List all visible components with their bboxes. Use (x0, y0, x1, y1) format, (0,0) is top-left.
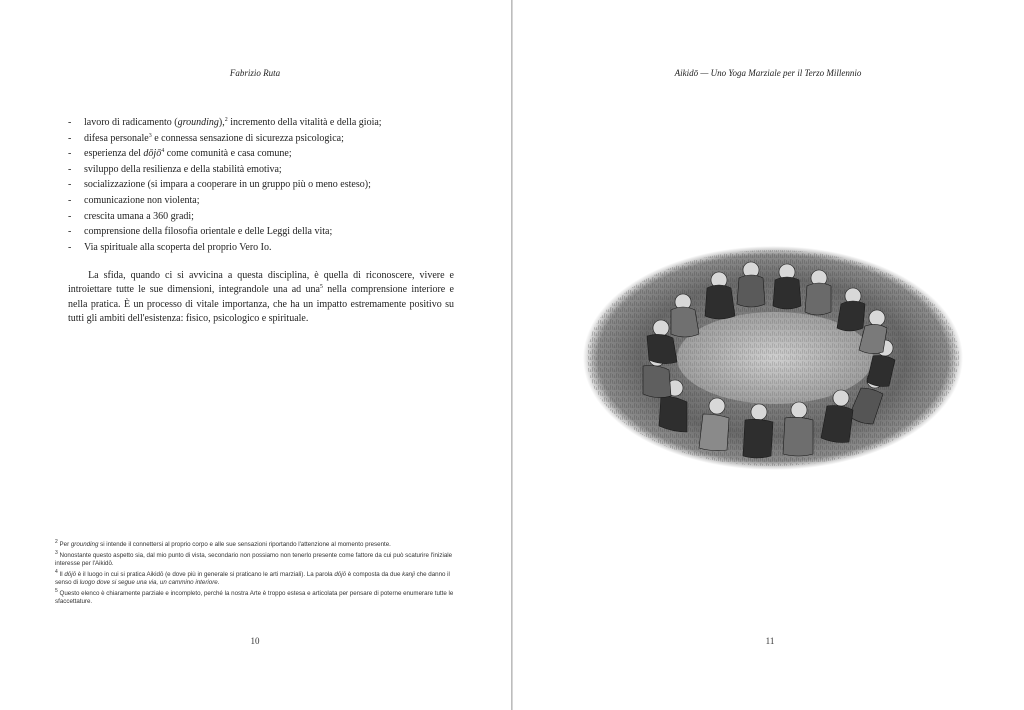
list-item: - comprensione della filosofia orientale e delle Leggi della vita; (68, 226, 333, 238)
running-head-author: Fabrizio Ruta (229, 68, 281, 78)
list-item: - sviluppo della resilienza e della stabilità emotiva; (68, 163, 282, 175)
footnote-4: $^4$ Il dōjō è il luogo in cui si pratica Aikidō (e dove più in generale si praticano le arti marziali). La parola dōjō è composta da due kanji che danno il senso di luogo dove si segue una via, un cammino interiore. (55, 569, 450, 586)
list-item: - difesa personale$^3$ e connessa sensazione di sicurezza psicologica; (68, 132, 344, 144)
left-page (0, 0, 511, 710)
list-item: - crescita umana a 360 gradi; (68, 210, 194, 222)
list-item: - comunicazione non violenta; (68, 194, 200, 206)
list-item: - lavoro di radicamento (grounding),$^2$ incremento della vitalità e della gioia; (68, 115, 458, 131)
list-item: - Via spirituale alla scoperta del proprio Vero Io. (68, 241, 272, 253)
footnotes (55, 541, 457, 609)
bullet-dash: - (68, 117, 72, 128)
list-item: - socializzazione (si impara a cooperare in un gruppo più o meno esteso); (68, 179, 371, 191)
footnote-3: $^3$ Nonostante questo aspetto sia, dal mio punto di vista, secondario non possiamo non tenerlo presente come fattore da cui può scaturire l'iniziale interesse per l'Aikidō. (55, 550, 453, 567)
list-item: - esperienza del dōjō$^4$ come comunità e casa comune; (68, 148, 292, 160)
circle-of-people-illustration (579, 240, 967, 476)
page-number-left: 10 (250, 636, 260, 646)
page-number-right: 11 (765, 636, 775, 646)
right-page (513, 0, 1024, 710)
body-paragraph: La sfida, quando ci si avvicina a questa disciplina, è quella di riconoscere, vivere e introiettare tutte le sue dimensioni, integrandole una ad una$^5$ nella comprensione interiore e nella pratica. È un processo di vitale importanza, che ha un impatto estremamente positivo su tutti gli ambiti dell'esistenza: fisico, psicologico e spirituale. (68, 270, 454, 325)
benefits-list (68, 115, 458, 255)
footnote-2: $^2$ Per grounding si intende il connettersi al proprio corpo e alle sue sensazioni riportando l'attenzione al momento presente. (55, 539, 391, 548)
footnote-5: $^5$ Questo elenco è chiaramente parziale e incompleto, perché la nostra Arte è troppo estesa e articolata per pensare di poterne enumerare tutte le sfaccettature. (55, 588, 454, 605)
running-head-title: Aikidō — Uno Yoga Marziale per il Terzo Millennio (674, 68, 862, 78)
